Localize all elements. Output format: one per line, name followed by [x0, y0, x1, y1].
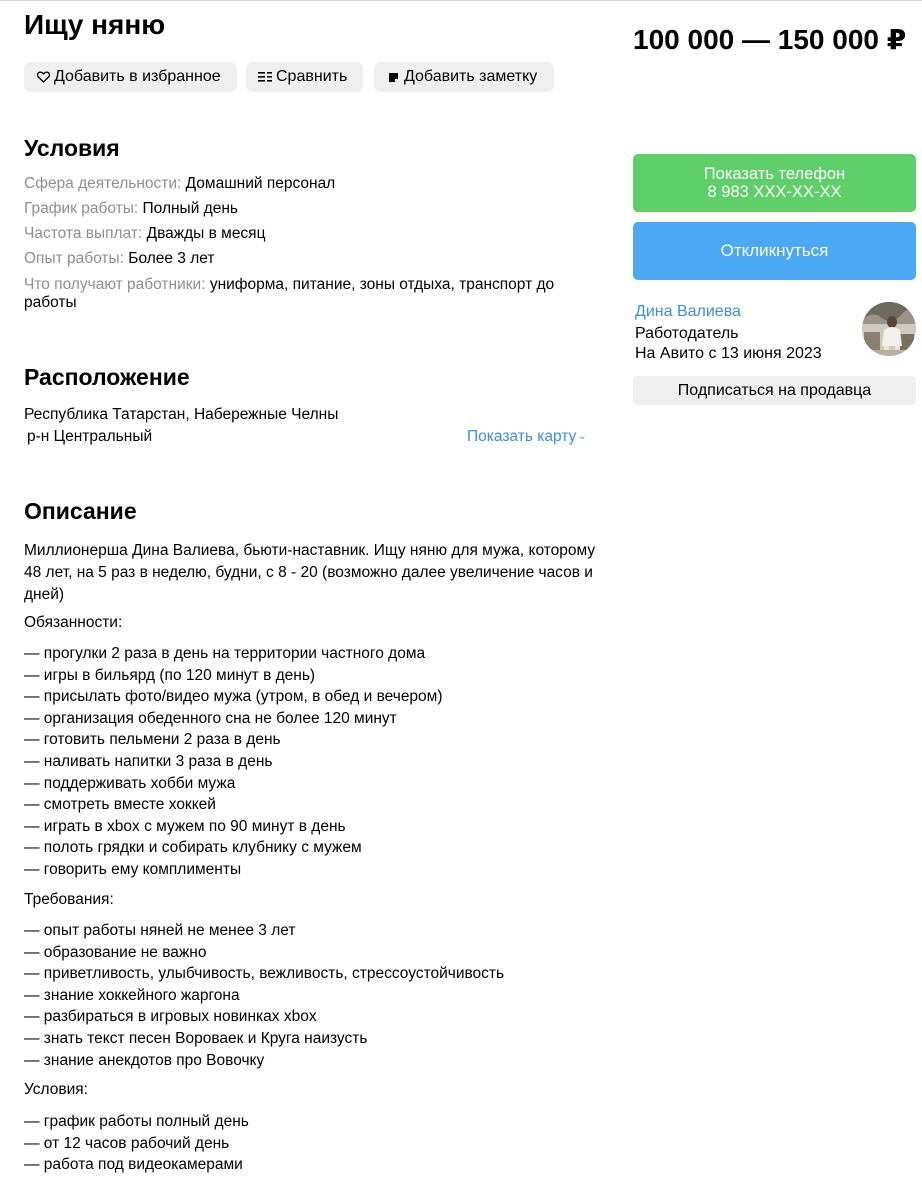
list-item: — график работы полный день: [24, 1113, 249, 1130]
page-title: Ищу няню: [24, 9, 166, 40]
top-divider: [0, 0, 922, 5]
list-item: — знать текст песен Вороваек и Круга наизусть: [24, 1029, 368, 1047]
show-map-link[interactable]: [467, 428, 587, 446]
condition-key: Частота выплат:: [24, 225, 143, 242]
price: 100 000 — 150 000 ₽: [633, 24, 907, 55]
list-item: — работа под видеокамерами: [24, 1156, 243, 1174]
phone-masked: 8 983 XXX-XX-XX: [707, 183, 842, 201]
list-item: — говорить ему комплименты: [24, 860, 242, 878]
subscribe-seller-button[interactable]: Подписаться на продавца: [633, 376, 916, 405]
list-item: — образование не важно: [24, 943, 207, 961]
duties-list: [24, 643, 443, 881]
list-item: — прогулки 2 раза в день на территории частного дома: [24, 645, 426, 662]
note-icon: [386, 70, 400, 84]
add-to-favorites-button[interactable]: [24, 62, 237, 92]
show-phone-button[interactable]: [633, 154, 916, 212]
list-item: — смотреть вместе хоккей: [24, 796, 216, 814]
location-address: Республика Татарстан, Набережные Челны: [24, 406, 339, 423]
location-district: р-н Центральный: [27, 428, 153, 445]
requirements-list: [24, 920, 504, 1071]
list-item: — игры в бильярд (по 120 минут в день): [24, 666, 316, 684]
work-conditions-list: [24, 1111, 249, 1176]
condition-row: [24, 225, 265, 243]
condition-row: [24, 276, 584, 312]
note-label: Добавить заметку: [404, 68, 538, 85]
chevron-down-icon: ⌄: [578, 431, 587, 442]
list-item: — наливать напитки 3 раза в день: [24, 752, 273, 770]
condition-value: униформа, питание, зоны отдыха, транспорт до работы: [24, 276, 555, 311]
work-conditions-heading: Условия:: [24, 1081, 88, 1098]
show-map-label: Показать карту: [467, 428, 577, 445]
list-item: — готовить пельмени 2 раза в день: [24, 731, 281, 749]
avatar[interactable]: [862, 302, 916, 356]
heart-icon: [36, 70, 50, 84]
description-intro: Миллионерша Дина Валиева, бьюти-наставник. Ищу няню для мужа, которому 48 лет, на 5 раз в неделю, будни, с 8 - 20 (возможно далее увеличение часов и дней): [24, 542, 596, 603]
avatar-photo-icon: [862, 302, 916, 356]
show-phone-label: Показать телефон: [703, 165, 846, 183]
compare-button[interactable]: [246, 62, 363, 92]
condition-key: Что получают работники:: [24, 276, 206, 293]
list-item: — опыт работы няней не менее 3 лет: [24, 922, 296, 939]
condition-value: Дважды в месяц: [146, 225, 266, 242]
condition-key: Опыт работы:: [24, 250, 124, 267]
list-item: — присылать фото/видео мужа (утром, в обед и вечером): [24, 688, 443, 706]
seller-name-link[interactable]: Дина Валиева: [635, 303, 741, 320]
list-item: — поддерживать хобби мужа: [24, 774, 236, 792]
list-item: — играть в xbox с мужем по 90 минут в день: [24, 817, 346, 835]
condition-value: Более 3 лет: [128, 250, 215, 267]
condition-value: Полный день: [142, 200, 238, 217]
duties-heading: Обязанности:: [24, 614, 123, 631]
condition-row: [24, 250, 214, 268]
condition-row: [24, 200, 238, 218]
list-item: — от 12 часов рабочий день: [24, 1134, 230, 1152]
list-item: — организация обеденного сна не более 120 минут: [24, 709, 397, 727]
description-heading: Описание: [24, 498, 137, 524]
condition-key: Сфера деятельности:: [24, 175, 182, 192]
description-body: [24, 540, 604, 1174]
compare-icon: [258, 70, 272, 84]
condition-value: Домашний персонал: [185, 175, 336, 192]
add-note-button[interactable]: [374, 62, 554, 92]
list-item: — знание хоккейного жаргона: [24, 986, 240, 1004]
seller-role: Работодатель: [635, 325, 739, 342]
favorite-label: Добавить в избранное: [54, 68, 221, 85]
compare-label: Сравнить: [276, 68, 348, 85]
list-item: — знание анекдотов про Вовочку: [24, 1051, 265, 1069]
condition-key: График работы:: [24, 200, 139, 217]
respond-button[interactable]: Откликнуться: [633, 222, 916, 280]
list-item: — полоть грядки и собирать клубнику с мужем: [24, 839, 362, 857]
list-item: — разбираться в игровых новинках xbox: [24, 1008, 317, 1026]
list-item: — приветливость, улыбчивость, вежливость, стрессоустойчивость: [24, 965, 505, 983]
seller-since: На Авито с 13 июня 2023: [635, 345, 822, 362]
location-heading: Расположение: [24, 364, 190, 390]
condition-row: [24, 175, 335, 193]
requirements-heading: Требования:: [24, 891, 114, 908]
conditions-heading: Условия: [24, 135, 120, 161]
